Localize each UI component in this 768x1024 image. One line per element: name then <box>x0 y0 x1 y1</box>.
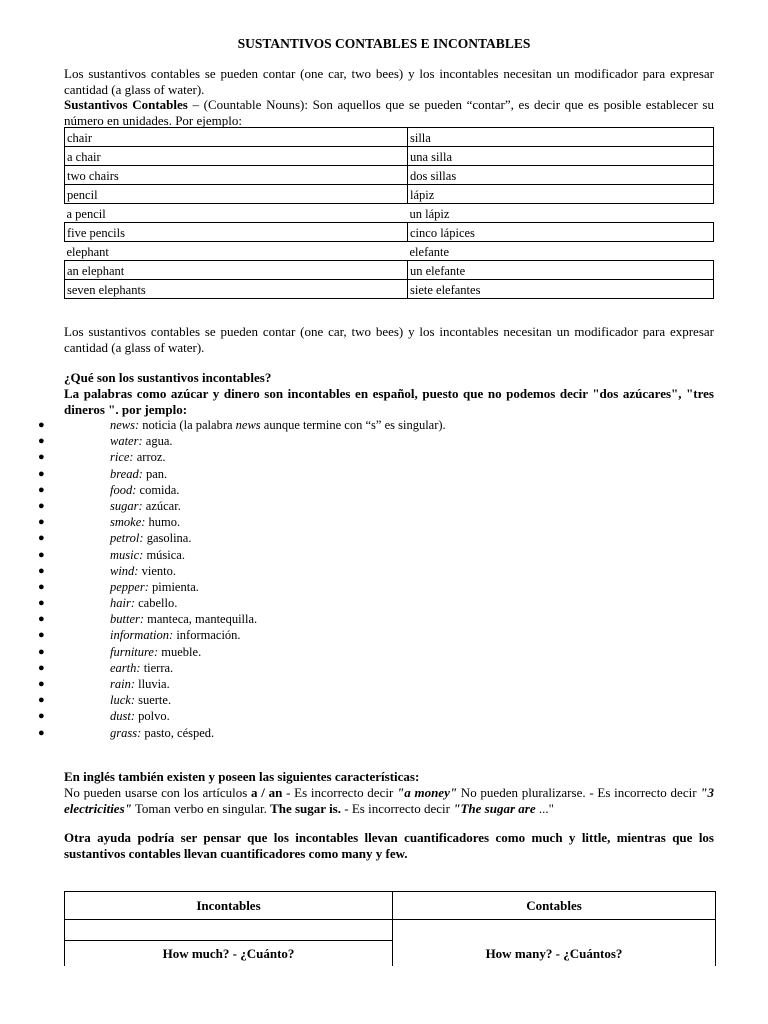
cell-es: cinco lápices <box>408 223 714 242</box>
table-row <box>65 128 714 147</box>
bullet-icon: ● <box>38 435 45 448</box>
bullet-icon: ● <box>38 580 45 593</box>
cell-en: seven elephants <box>65 280 408 299</box>
bullet-icon: ● <box>38 483 45 496</box>
cell-en: an elephant <box>65 261 408 280</box>
bullet-icon: ● <box>38 516 45 529</box>
bullet-icon: ● <box>38 678 45 690</box>
bullet-icon: ● <box>38 499 45 512</box>
blank-cell <box>65 920 393 941</box>
intro-paragraph: Los sustantivos contables se pueden contar (one car, two bees) y los incontables necesitan un modificador para expresar cantidad (a glass of water). <box>64 66 714 97</box>
table-row <box>65 204 714 223</box>
cell-es: elefante <box>409 245 450 259</box>
english-heading: En inglés también existen y poseen las siguientes características: <box>64 769 420 784</box>
cell-es: un elefante <box>408 261 714 280</box>
bullet-icon: ● <box>38 694 45 707</box>
bullet-icon: ● <box>38 726 45 739</box>
cell-en: elephant <box>66 245 109 259</box>
bullet-icon: ● <box>38 548 45 561</box>
cell-es: lápiz <box>408 185 714 204</box>
cell-en: chair <box>65 128 408 147</box>
cell-es: una silla <box>408 147 714 166</box>
intro-repeat-paragraph: Los sustantivos contables se pueden contar (one car, two bees) y los incontables necesitan un modificador para expresar cantidad (a glass of water). <box>64 324 714 355</box>
bullet-icon: ● <box>38 629 45 642</box>
table-row <box>65 920 716 941</box>
countable-heading: Sustantivos Contables <box>64 97 188 112</box>
cell-es: silla <box>408 128 714 147</box>
bullet-icon: ● <box>38 710 45 723</box>
cell-en: a pencil <box>66 207 106 221</box>
bullet-icon: ● <box>38 467 45 480</box>
bullet-icon: ● <box>38 564 45 577</box>
table-row <box>65 223 714 242</box>
bullet-icon: ● <box>38 661 45 674</box>
document-page: SUSTANTIVOS CONTABLES E INCONTABLES Los sustantivos contables se pueden contar (one car, two bees) y los incontables necesitan un modificador para expresar cantidad (a glass of water). Sustantivos Contables – (Countable Nouns): Son aquellos que se pueden “contar”, es decir que es posible establecer su número en unidades. Por ejemplo: chair silla a chair una silla two chairs dos sillas pencil lápiz a pencil un lápiz five pencils cinco lápices elephant elefante an elephant un elefante seven elephants siete elefantes Los sustantivos contables se pueden contar (one car, two bees) y los incontables necesitan un modificador para expresar cantidad (a glass of water). ¿Qué son los sustantivos incontables? La palabras como azúcar y dinero son incontables en español, puesto que no podemos decir "dos azúcares", "tres dineros ". por jemplo: ● news: noticia (la palabra news aunque termine con “s” es singular). ● water: agua. ● rice: arroz. ● bread: pan. ● food: comida. ● sugar: azúcar. ● smoke: humo. ● petrol: gasolina. ● music: música. ● wind: viento. ● pepper: pimienta. ● hair: cabello. ● butter: manteca, mantequilla. ● information: información. ● furniture: mueble. ● earth: tierra. ● rain: lluvia. ● luck: suerte. ● dust: polvo. ● grass: pasto, césped. En inglés también existen y poseen las siguientes características: No pueden usarse con los artículos a / an - Es incorrecto decir "a money" No pueden pluralizarse. - Es incorrecto decir "3 electricities" Toman verbo en singular. The sugar is. - Es incorrecto decir "The sugar are ..." Otra ayuda podría ser pensar que los incontables llevan cuantificadores como much y little, mientras que los sustantivos contables llevan cuantificadores como many y few. Incontables Contables How many? - ¿Cuántos? How much? - ¿Cuánto? <box>0 0 768 1024</box>
how-many-cell: How many? - ¿Cuántos? <box>393 920 716 967</box>
header-contables: Contables <box>393 892 716 920</box>
help-paragraph: Otra ayuda podría ser pensar que los incontables llevan cuantificadores como much y little, mientras que los sustantivos contables llevan cuantificadores como many y few. <box>64 830 714 861</box>
cell-en: pencil <box>65 185 408 204</box>
uncountable-intro: La palabras como azúcar y dinero son incontables en español, puesto que no podemos decir "dos azúcares", "tres dineros ". por jemplo: <box>64 386 714 417</box>
table-row <box>65 892 716 920</box>
bullet-icon: ● <box>38 613 45 626</box>
cell-en: five pencils <box>65 223 408 242</box>
how-much-cell: How much? - ¿Cuánto? <box>65 941 393 967</box>
cell-es: un lápiz <box>409 207 450 221</box>
table-row <box>65 242 714 261</box>
countable-nouns-table <box>64 127 714 299</box>
quantifiers-table <box>64 891 716 966</box>
cell-en: a chair <box>65 147 408 166</box>
cell-en: two chairs <box>65 166 408 185</box>
cell-es: siete elefantes <box>408 280 714 299</box>
countable-definition-text: – (Countable Nouns): Son aquellos que se pueden “contar”, es decir que es posible establecer su número en unidades. Por ejemplo: <box>64 97 714 128</box>
rules-paragraph: No pueden usarse con los artículos a / an - Es incorrecto decir "a money" No pueden pluralizarse. - Es incorrecto decir "3 electricities" Toman verbo en singular. The sugar is. - Es incorrecto decir "The sugar are ..." <box>64 785 714 816</box>
cell-es: dos sillas <box>408 166 714 185</box>
table-row <box>65 147 714 166</box>
table-row <box>65 280 714 299</box>
page-title: SUSTANTIVOS CONTABLES E INCONTABLES <box>237 36 531 51</box>
table-row <box>65 261 714 280</box>
bullet-icon: ● <box>38 451 45 464</box>
bullet-icon: ● <box>38 419 45 431</box>
bullet-icon: ● <box>38 645 45 658</box>
bullet-icon: ● <box>38 597 45 610</box>
uncountable-question: ¿Qué son los sustantivos incontables? <box>64 370 272 385</box>
header-incontables: Incontables <box>65 892 393 920</box>
table-row <box>65 185 714 204</box>
countable-definition <box>64 97 714 128</box>
bullet-icon: ● <box>38 532 45 545</box>
table-row <box>65 166 714 185</box>
